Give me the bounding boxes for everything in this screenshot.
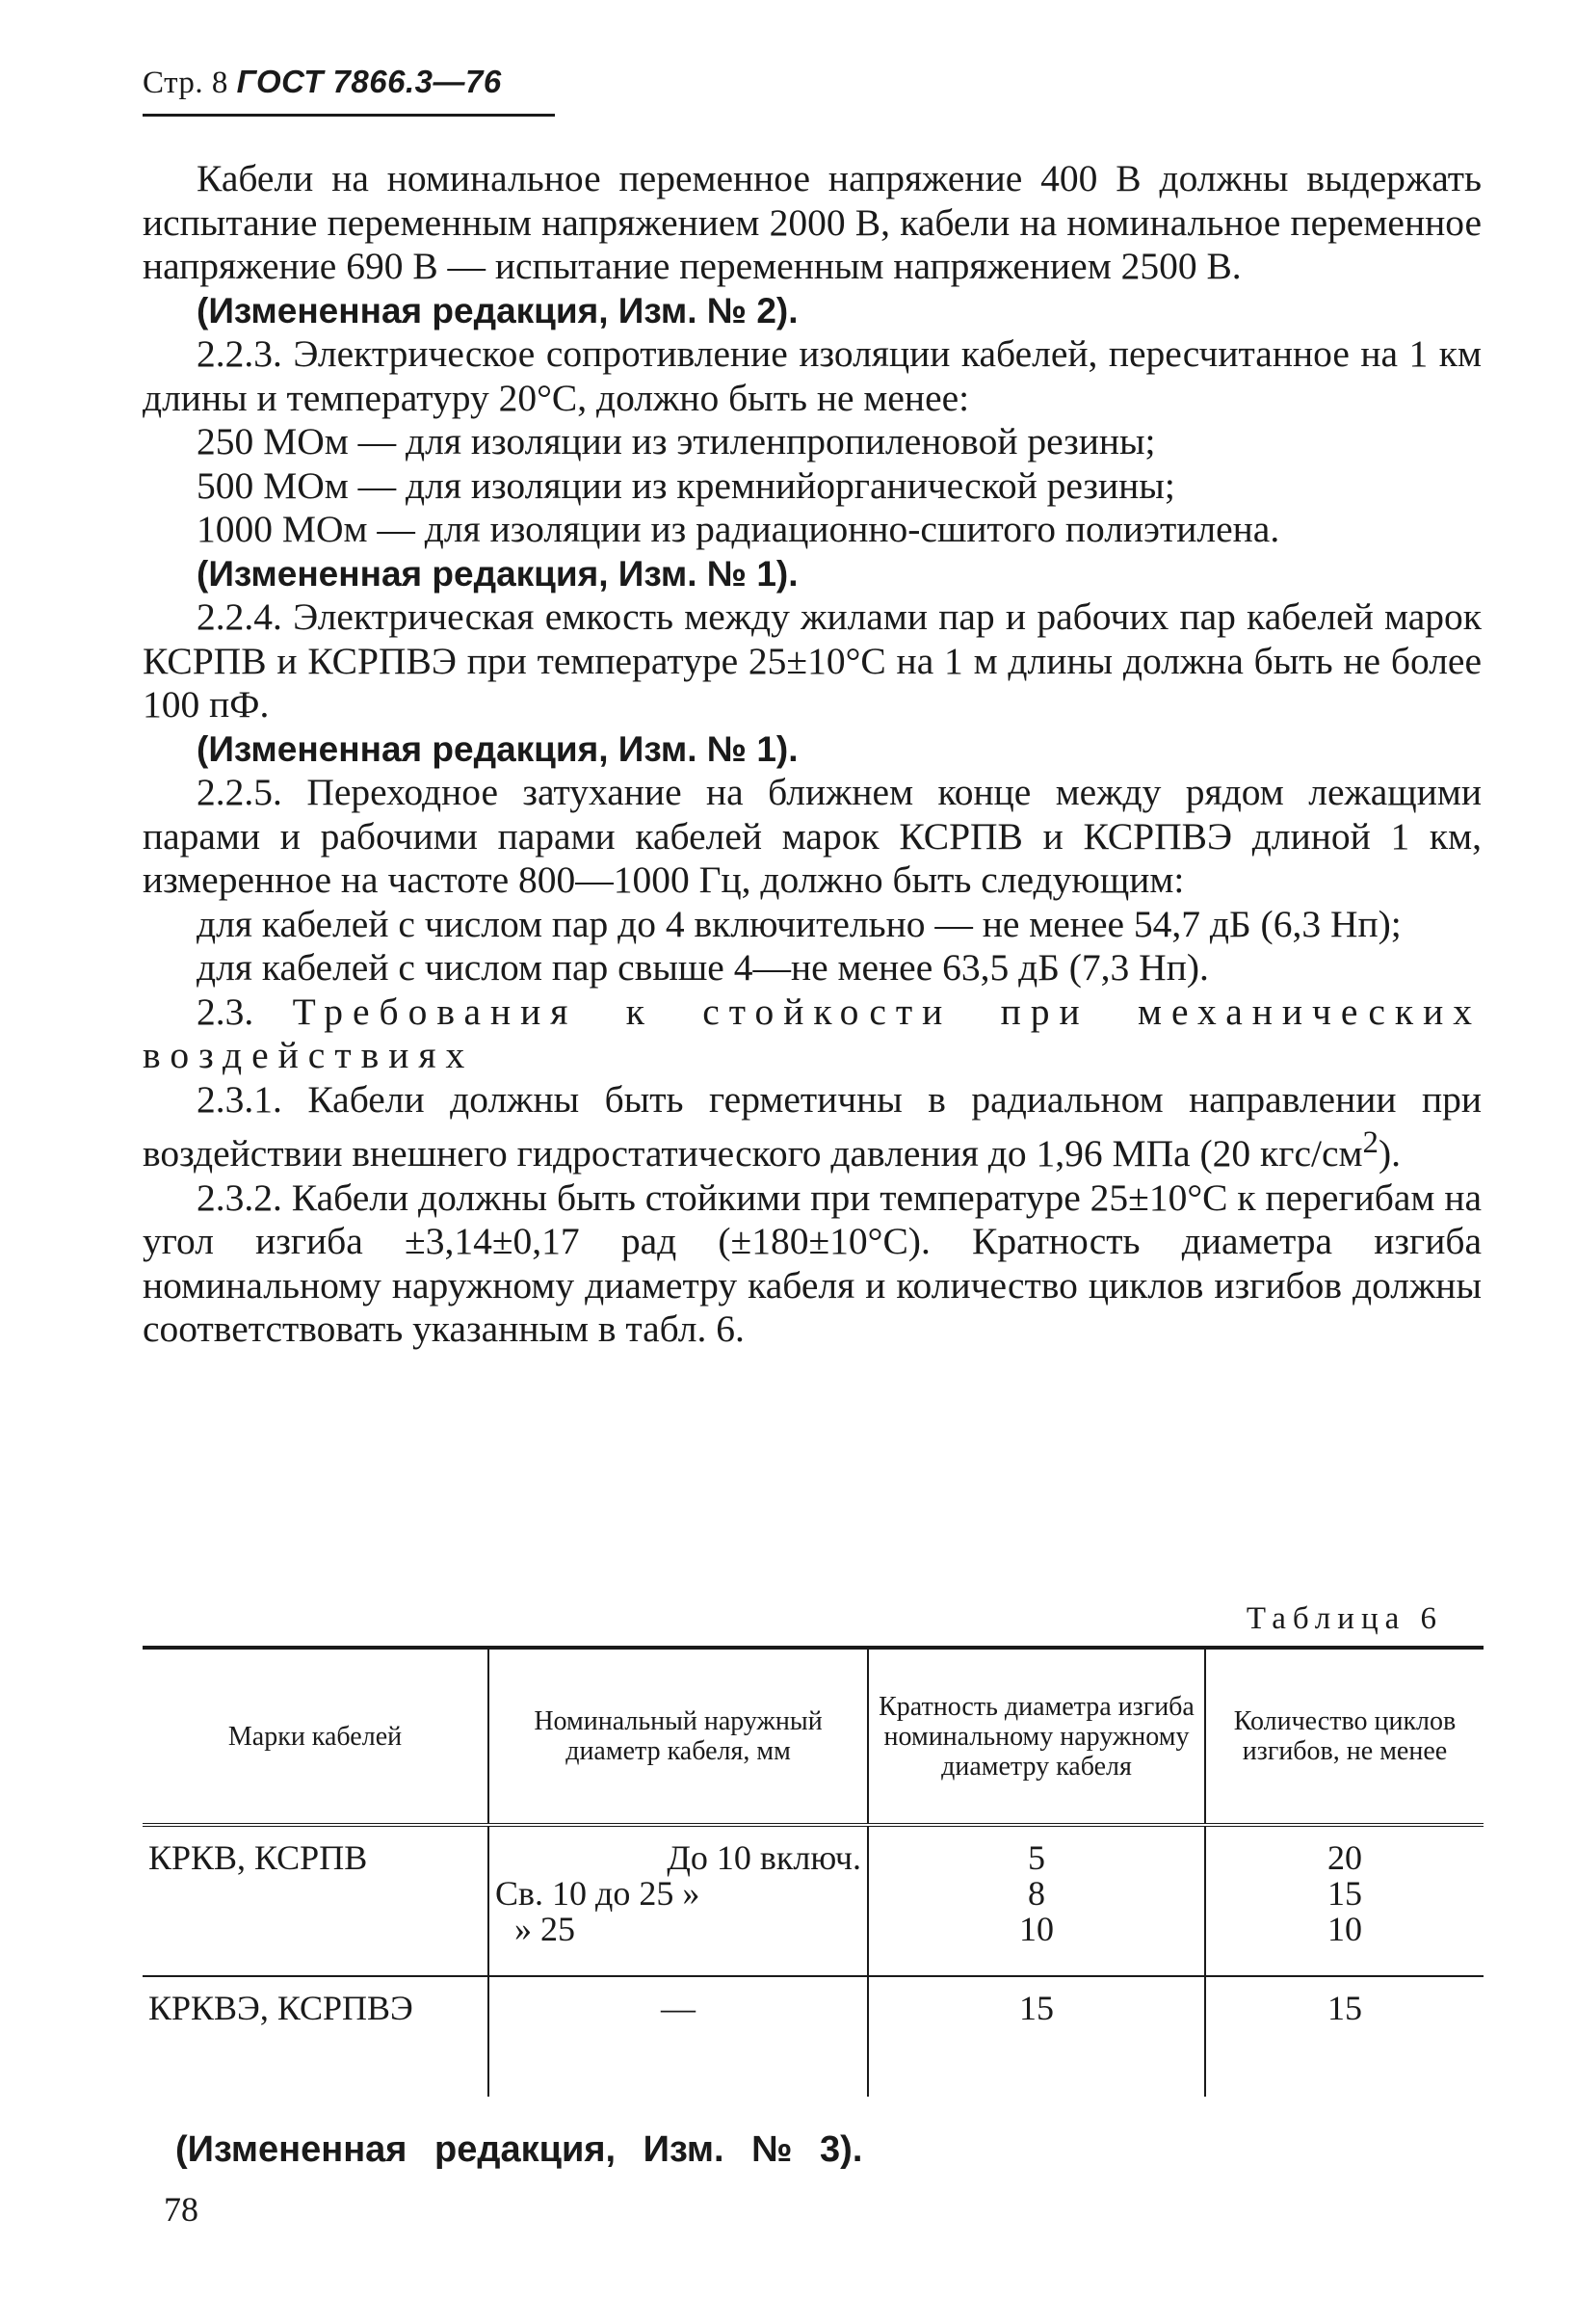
amendment-note-1a: (Измененная редакция, Изм. № 1). bbox=[197, 553, 799, 594]
paragraph-2-3-1-text: 2.3.1. Кабели должны быть герметичны в радиальном направлении при воздействии внешнего гидростатического давления до 1,96 МПа (20 кгс/см bbox=[143, 1077, 1482, 1175]
paragraph-2-3-1 bbox=[143, 1078, 1482, 1176]
amendment-note-1b: (Измененная редакция, Изм. № 1). bbox=[197, 728, 799, 769]
section-title: Требования к стойкости при механических воздействиях bbox=[143, 990, 1482, 1076]
section-2-3-heading bbox=[143, 990, 1482, 1078]
header-rule bbox=[143, 114, 555, 117]
cell-brand: КРКВЭ, КСРПВЭ bbox=[148, 1989, 413, 2027]
superscript: 2 bbox=[1362, 1125, 1379, 1160]
header-brands: Марки кабелей bbox=[227, 1721, 403, 1752]
cell-ratio: 15 bbox=[868, 1976, 1205, 2097]
cycles-line: 15 bbox=[1327, 1874, 1362, 1913]
attenuation-item-over-4: для кабелей с числом пар свыше 4—не менее 63,5 дБ (7,3 Нп). bbox=[197, 946, 1209, 989]
cell-diameter: — bbox=[488, 1976, 868, 2097]
diameter-line: » 25 bbox=[514, 1910, 575, 1948]
paragraph-2-2-5: 2.2.5. Переходное затухание на ближнем конце между рядом лежащими парами и рабочими парами кабелей марок КСРПВ и КСРПВЭ длиной 1 км, измеренное на частоте 800—1000 Гц, должно быть следующим: bbox=[143, 771, 1482, 901]
paragraph-2-3-1-end: ). bbox=[1378, 1132, 1401, 1175]
section-number: 2.3. bbox=[197, 990, 254, 1033]
header-diameter: Номинальный наружный диаметр кабеля, мм bbox=[488, 1648, 868, 1825]
amendment-note-2: (Измененная редакция, Изм. № 2). bbox=[197, 290, 799, 330]
header-bend-ratio: Кратность диаметра изгиба номинальному наружному диаметру кабеля bbox=[868, 1648, 1205, 1825]
cycles-line: 10 bbox=[1327, 1910, 1362, 1948]
table-6 bbox=[143, 1646, 1484, 2097]
cycles-line: 20 bbox=[1327, 1838, 1362, 1877]
paragraph-2-2-4: 2.2.4. Электрическая емкость между жилами пар и рабочих пар кабелей марок КСРПВ и КСРПВЭ при температуре 25±10°С на 1 м длины должна быть не более 100 пФ. bbox=[143, 595, 1482, 726]
amendment-note-3: (Измененная редакция, Изм. № 3). bbox=[175, 2129, 863, 2170]
cell-brand: КРКВ, КСРПВ bbox=[148, 1838, 368, 1877]
page-number: 78 bbox=[164, 2190, 198, 2229]
diameter-line: Св. 10 до 25 » bbox=[495, 1874, 700, 1913]
cell-cycles bbox=[1205, 1825, 1484, 1976]
table-row bbox=[143, 1976, 1484, 2097]
resistance-item-250: 250 МОм — для изоляции из этиленпропиленовой резины; bbox=[197, 420, 1156, 462]
resistance-item-1000: 1000 МОм — для изоляции из радиационно-сшитого полиэтилена. bbox=[197, 508, 1280, 550]
ratio-line: 10 bbox=[1019, 1910, 1054, 1948]
page-label: Стр. 8 bbox=[143, 66, 228, 100]
page-header bbox=[143, 64, 502, 101]
body-text bbox=[143, 157, 1482, 1352]
paragraph-2-2-3: 2.2.3. Электрическое сопротивление изоляции кабелей, пересчитанное на 1 км длины и температуру 20°С, должно быть не менее: bbox=[143, 332, 1482, 419]
resistance-item-500: 500 МОм — для изоляции из кремнийорганической резины; bbox=[197, 463, 1175, 507]
ratio-line: 8 bbox=[1028, 1874, 1045, 1913]
table-header-row bbox=[143, 1648, 1484, 1825]
header-cycles: Количество циклов изгибов, не менее bbox=[1205, 1648, 1484, 1825]
cell-cycles: 15 bbox=[1205, 1976, 1484, 2097]
cell-diameters bbox=[488, 1825, 868, 1976]
diameter-line: До 10 включ. bbox=[667, 1838, 861, 1877]
paragraph-2-3-2: 2.3.2. Кабели должны быть стойкими при температуре 25±10°С к перегибам на угол изгиба ±3,14±0,17 рад (±180±10°С). Кратность диаметра изгиба номинальному наружному диаметру кабеля и количество циклов изгибов должны соответствовать указанным в табл. 6. bbox=[143, 1175, 1482, 1351]
ratio-line: 5 bbox=[1028, 1838, 1045, 1877]
table-label: Таблица 6 bbox=[1246, 1601, 1443, 1636]
cell-ratios bbox=[868, 1825, 1205, 1976]
standard-number: ГОСТ 7866.3—76 bbox=[236, 64, 502, 99]
paragraph-voltage-test: Кабели на номинальное переменное напряжение 400 В должны выдержать испытание переменным напряжением 2000 В, кабели на номинальное переменное напряжение 690 В — испытание переменным напряжением 2500 В. bbox=[143, 157, 1482, 287]
table-row bbox=[143, 1825, 1484, 1976]
attenuation-item-up-to-4: для кабелей с числом пар до 4 включительно — не менее 54,7 дБ (6,3 Нп); bbox=[197, 902, 1402, 945]
